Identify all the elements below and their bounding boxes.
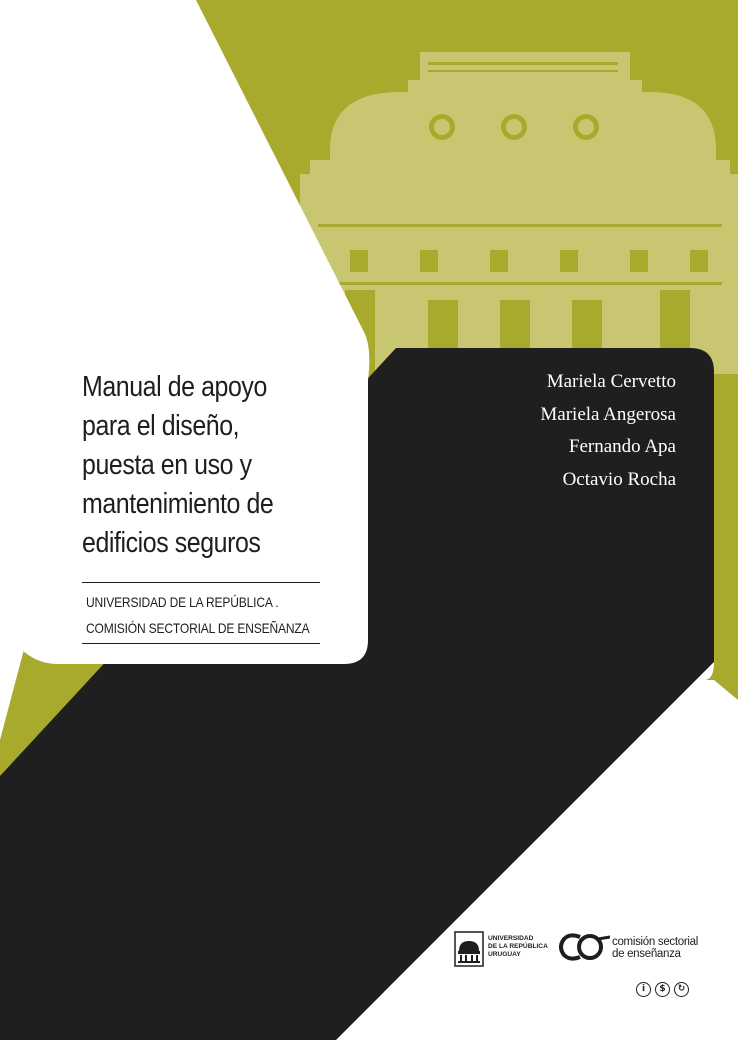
udelar-wordmark — [488, 935, 548, 959]
author-name: Mariela Cervetto — [546, 371, 676, 392]
title-line: edificios seguros — [82, 527, 261, 559]
author-list — [540, 366, 676, 496]
title-line: para el diseño, — [82, 410, 240, 442]
license-icons — [636, 982, 689, 997]
udelar-line: UNIVERSIDAD — [488, 935, 534, 942]
cc-nc-icon: $ — [655, 982, 670, 997]
udelar-line: DE LA REPÚBLICA — [488, 943, 548, 950]
title-line: mantenimiento de — [82, 488, 274, 520]
author-name: Octavio Rocha — [562, 468, 676, 490]
divider-top — [82, 582, 320, 583]
divider-bottom — [82, 643, 320, 644]
cse-logo-icon — [558, 929, 610, 965]
title-line: Manual de apoyo — [82, 371, 267, 403]
cse-line: comisión sectorial — [612, 936, 698, 948]
book-title — [82, 368, 332, 563]
title-line: puesta en uso y — [82, 449, 252, 481]
cc-sa-icon: ↻ — [674, 982, 689, 997]
cse-wordmark — [612, 936, 698, 960]
cc-by-icon: i — [636, 982, 651, 997]
cse-line: de enseñanza — [612, 948, 681, 960]
udelar-line: URUGUAY — [488, 951, 521, 958]
udelar-logo-icon — [454, 931, 484, 967]
institution-line-2: COMISIÓN SECTORIAL DE ENSEÑANZA — [86, 620, 310, 636]
institution-line-1: UNIVERSIDAD DE LA REPÚBLICA . — [86, 594, 279, 610]
author-name: Mariela Angerosa — [540, 403, 676, 425]
author-name: Fernando Apa — [568, 436, 676, 457]
